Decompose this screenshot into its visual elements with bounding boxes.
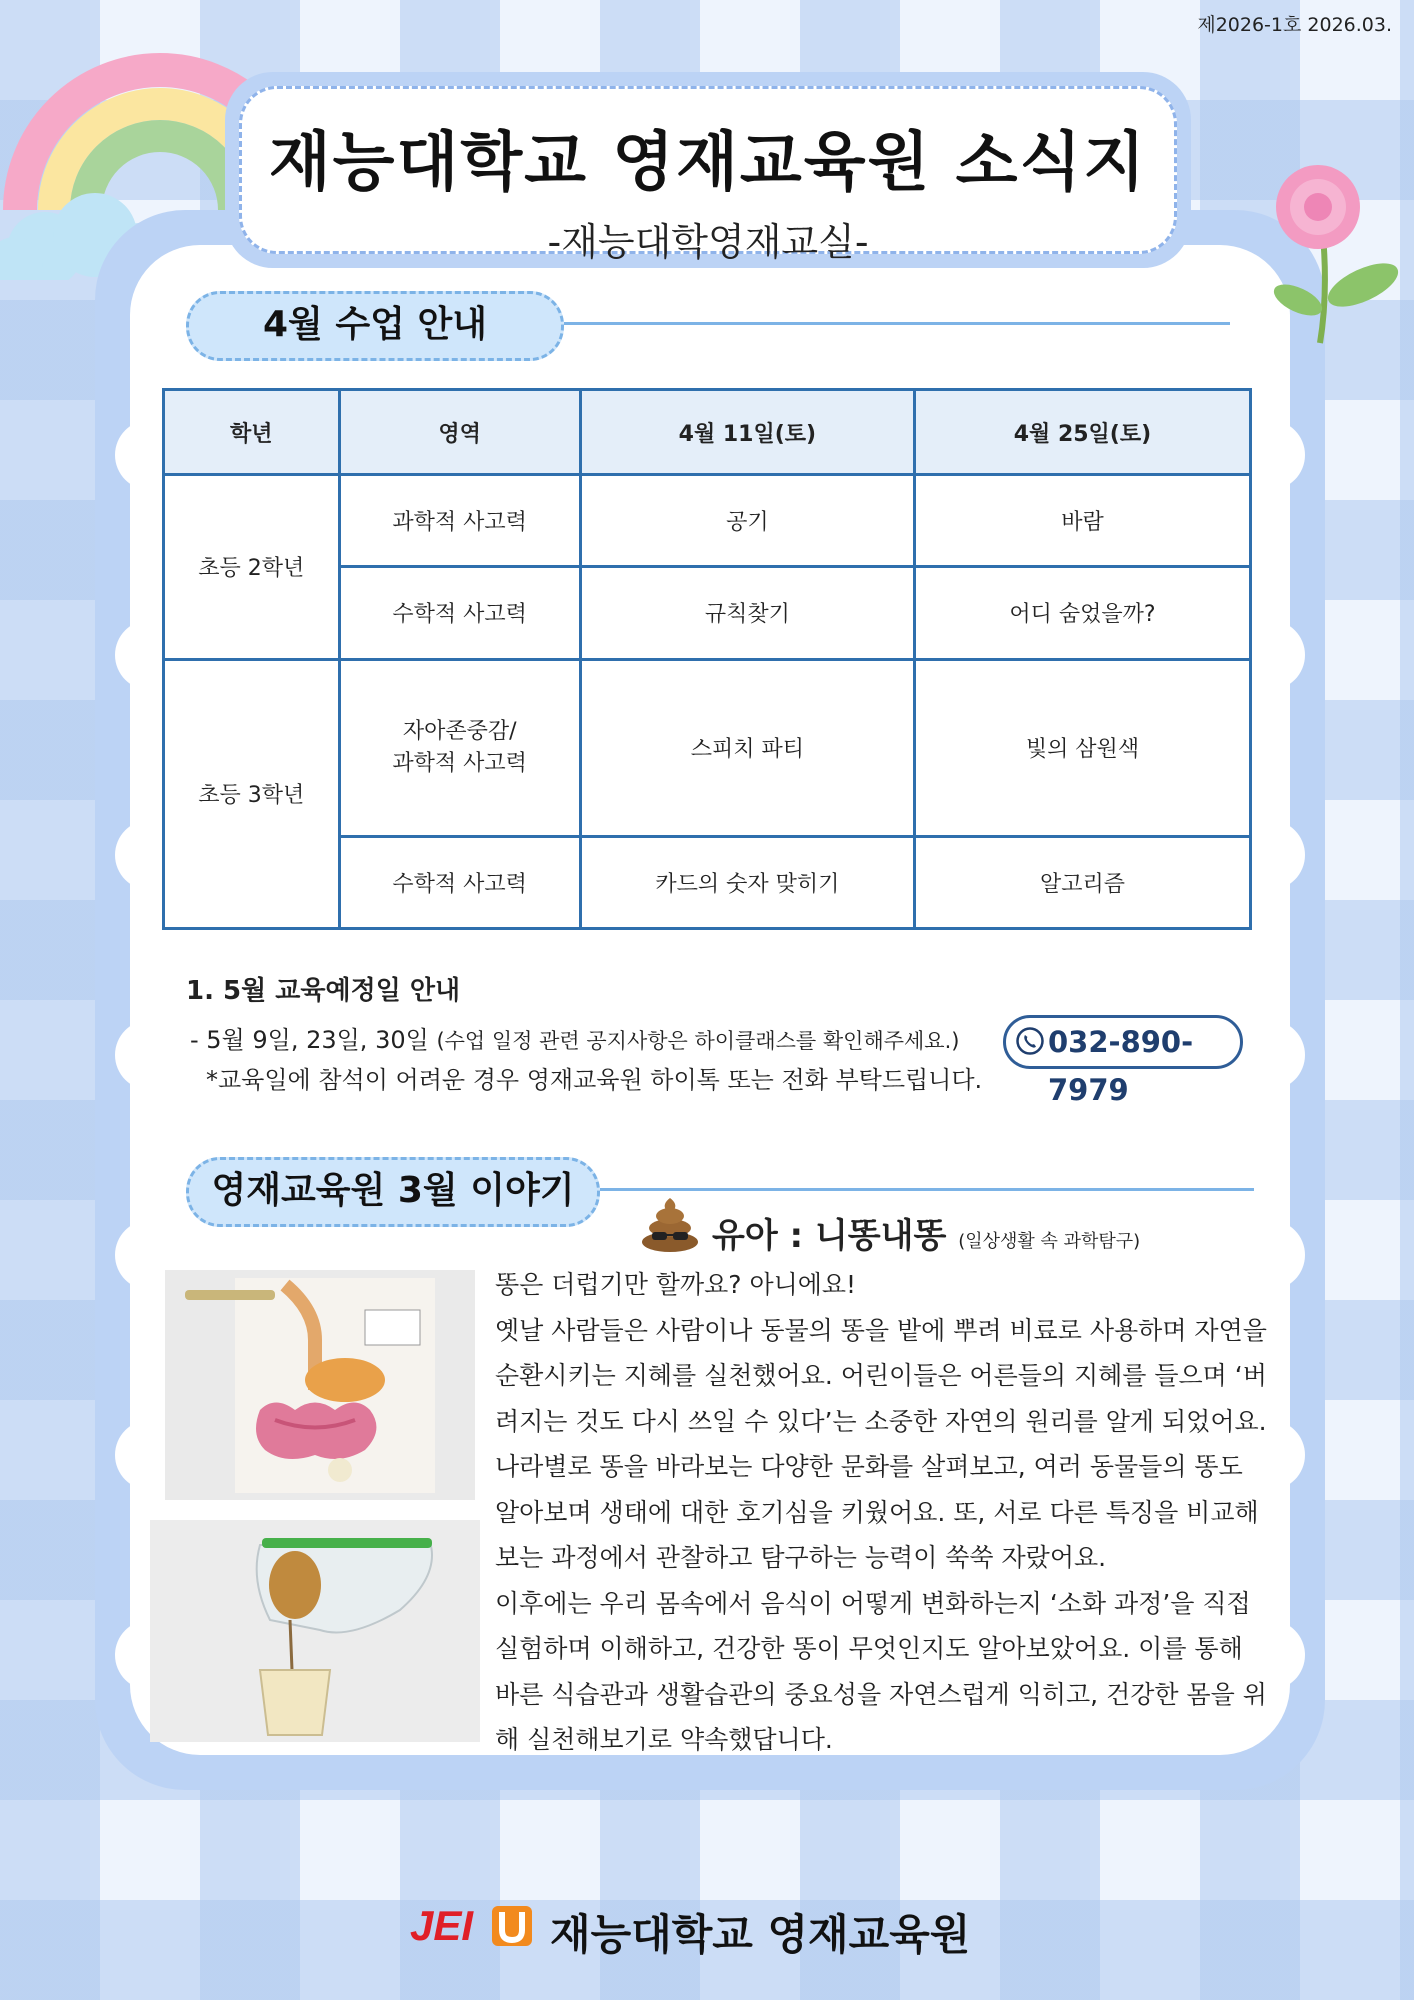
story-title: 유아 : 니똥내똥 (712, 1216, 947, 1256)
area-cell: 자아존중감/ 과학적 사고력 (339, 659, 580, 836)
topic-cell: 공기 (580, 475, 914, 567)
grade-cell: 초등 2학년 (164, 475, 340, 660)
header-grade: 학년 (164, 390, 340, 475)
story-heading (712, 1208, 1140, 1257)
topic-cell: 어디 숨었을까? (914, 567, 1250, 659)
story-paragraph: 이후에는 우리 몸속에서 음식이 어떻게 변화하는지 ‘소화 과정’을 직접 실험하며 이해하고, 건강한 똥이 무엇인지도 알아보았어요. 이를 통해 바른 식습관과 생활습관의 중요성을 자연스럽게 익히고, 건강한 몸을 위해 실천해보기로 약속했답니다. (495, 1588, 1267, 1754)
topic-cell: 규칙찾기 (580, 567, 914, 659)
topic-cell: 알고리즘 (914, 836, 1250, 928)
scallop (1235, 1020, 1305, 1090)
header-apr25: 4월 25일(토) (914, 390, 1250, 475)
topic-cell: 카드의 숫자 맞히기 (580, 836, 914, 928)
scallop (115, 1020, 185, 1090)
header-apr11: 4월 11일(토) (580, 390, 914, 475)
section-heading-march-story: 영재교육원 3월 이야기 (186, 1157, 600, 1227)
may-dates (190, 1020, 959, 1055)
institute-name: 재능대학교 영재교육원 (550, 1910, 971, 1959)
jei-logo-text: JEI (410, 1902, 474, 1949)
flower-icon (1258, 165, 1408, 345)
may-dates-text: - 5월 9일, 23일, 30일 (190, 1026, 429, 1054)
schedule-table (162, 388, 1252, 930)
story-paragraph: 똥은 더럽기만 할까요? 아니에요! (495, 1270, 857, 1299)
section-divider (564, 322, 1230, 325)
section-heading-april-classes: 4월 수업 안내 (186, 291, 564, 361)
table-row (164, 475, 1251, 567)
area-cell: 과학적 사고력 (339, 475, 580, 567)
area-cell: 수학적 사고력 (339, 567, 580, 659)
table-header-row (164, 390, 1251, 475)
newsletter-title: 재능대학교 영재교육원 소식지 (268, 126, 1148, 200)
newsletter-subtitle: -재능대학영재교실- (547, 220, 869, 264)
title-inner (239, 86, 1177, 264)
story-subtitle: (일상생활 속 과학탐구) (958, 1231, 1141, 1252)
may-dates-note: (수업 일정 관련 공지사항은 하이클래스를 확인해주세요.) (436, 1029, 960, 1053)
digestion-experiment-photo (165, 1270, 475, 1500)
topic-cell: 스피치 파티 (580, 659, 914, 836)
story-paragraph: 나라별로 똥을 바라보는 다양한 문화를 살펴보고, 여러 동물들의 똥도 알아보며 생태에 대한 호기심을 키웠어요. 또, 서로 다른 특징을 비교해보는 과정에서 관찰하고 탐구하는 능력이 쑥쑥 자랐어요. (495, 1452, 1259, 1572)
poop-emoji-icon (640, 1196, 700, 1252)
story-paragraph: 옛날 사람들은 사람이나 동물의 똥을 밭에 뿌려 비료로 사용하며 자연을 순환시키는 지혜를 실천했어요. 어린이들은 어른들의 지혜를 들으며 ‘버려지는 것도 다시 쓰일 수 있다’는 소중한 자연의 원리를 알게 되었어요. (495, 1315, 1267, 1436)
table-row (164, 659, 1251, 836)
header-area: 영역 (339, 390, 580, 475)
topic-cell: 빛의 삼원색 (914, 659, 1250, 836)
title-box (225, 72, 1191, 268)
section-divider (600, 1188, 1254, 1191)
topic-cell: 바람 (914, 475, 1250, 567)
university-logo-icon (490, 1904, 534, 1948)
story-body (495, 1262, 1270, 1763)
absence-notice: *교육일에 참석이 어려운 경우 영재교육원 하이톡 또는 전화 부탁드립니다. (206, 1066, 983, 1094)
issue-number: 제2026-1호 2026.03. (1197, 14, 1392, 36)
may-schedule-heading: 1. 5월 교육예정일 안내 (186, 976, 461, 1006)
phone-icon (1016, 1027, 1044, 1055)
phone-badge[interactable] (1003, 1015, 1243, 1107)
phone-number: 032-890-7979 (1048, 1025, 1194, 1107)
stomach-bag-experiment-photo (150, 1520, 480, 1742)
area-cell: 수학적 사고력 (339, 836, 580, 928)
grade-cell: 초등 3학년 (164, 659, 340, 928)
